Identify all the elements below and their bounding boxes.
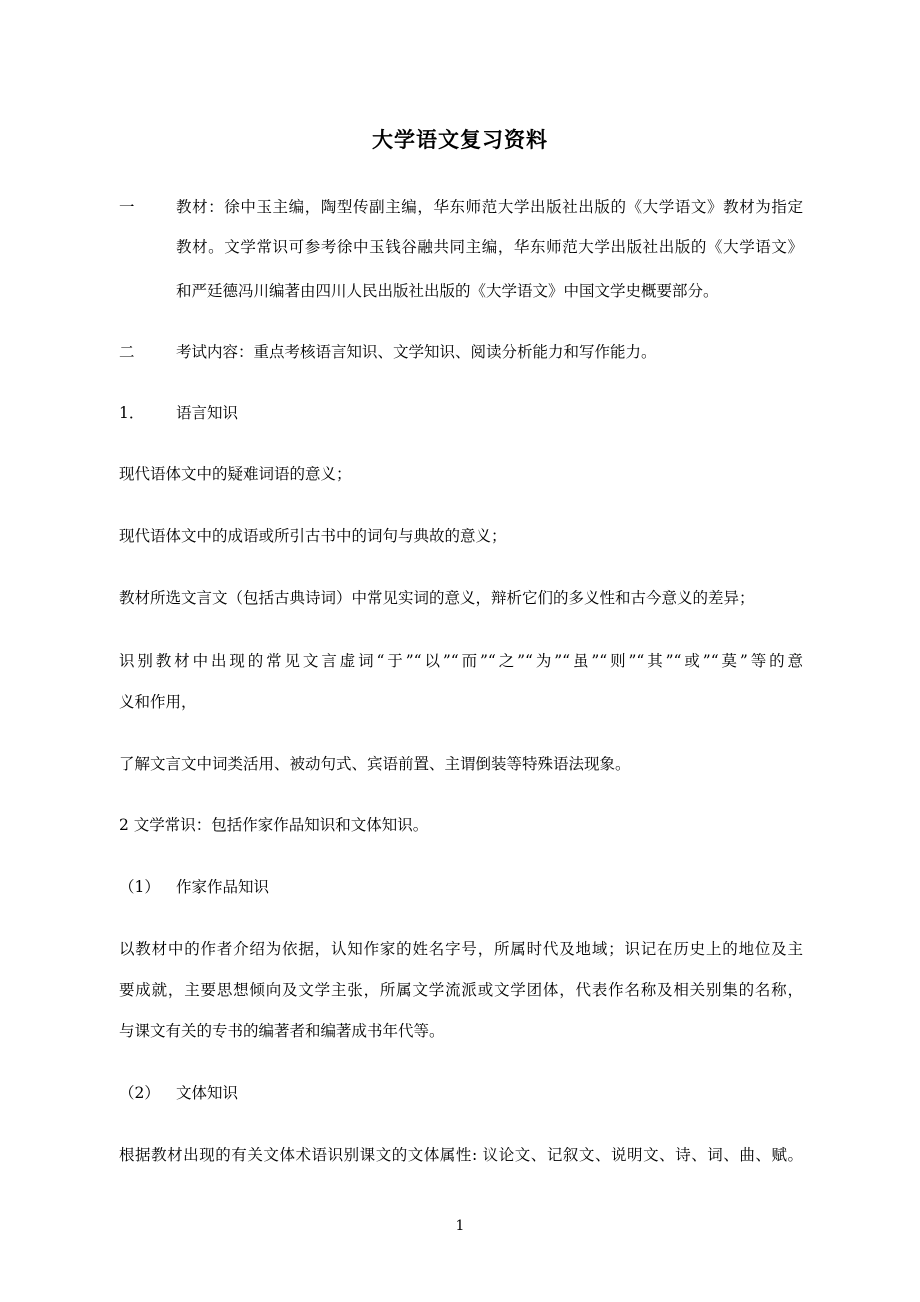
sub-1-line-3: 与课文有关的专书的编著者和编著成书年代等。 (119, 1022, 445, 1040)
sub-1-line-2: 要成就，主要思想倾向及文学主张，所属文学流派或文学团体，代表作名称及相关别集的名称， (119, 981, 803, 999)
lang-point-1: 现代语体文中的疑难词语的意义； (119, 465, 352, 483)
item-1-number: 1． (119, 404, 145, 422)
lang-point-4-line-1: 识别教材中出现的常见文言虚词“于”“以”“而”“之”“为”“虽”“则”“其”“或”“莫”等的意 (119, 652, 803, 670)
sub-2-heading: 文体知识 (176, 1084, 239, 1102)
item-1-heading: 语言知识 (176, 404, 239, 422)
section-1-number: 一 (119, 198, 135, 216)
lang-point-2: 现代语体文中的成语或所引古书中的词句与典故的意义； (119, 527, 507, 545)
lang-point-3: 教材所选文言文（包括古典诗词）中常见实词的意义，辩析它们的多义性和古今意义的差异； (119, 589, 755, 607)
page-title: 大学语文复习资料 (372, 127, 548, 152)
sub-2-number: （2） (119, 1084, 160, 1102)
section-1-line-1: 教材：徐中玉主编，陶型传副主编，华东师范大学出版社出版的《大学语文》教材为指定 (176, 198, 803, 216)
page-number: 1 (455, 1218, 465, 1234)
sub-1-line-1: 以教材中的作者介绍为依据，认知作家的姓名字号，所属时代及地域；识记在历史上的地位及主 (119, 940, 803, 958)
item-2-heading: 2 文学常识：包括作家作品知识和文体知识。 (119, 816, 429, 834)
sub-2-line: 根据教材出现的有关文体术语识别课文的文体属性: 议论文、记叙文、说明文、诗、词、曲、赋。 (119, 1146, 803, 1164)
sub-1-number: （1） (119, 878, 160, 896)
lang-point-4-line-2: 义和作用， (119, 693, 197, 711)
section-1-line-3: 和严廷德冯川编著由四川人民出版社出版的《大学语文》中国文学史概要部分。 (176, 282, 719, 300)
section-2-text: 考试内容：重点考核语言知识、文学知识、阅读分析能力和写作能力。 (176, 343, 657, 361)
section-2-number: 二 (119, 343, 135, 361)
lang-point-5: 了解文言文中词类活用、被动句式、宾语前置、主谓倒装等特殊语法现象。 (119, 755, 631, 773)
sub-1-heading: 作家作品知识 (176, 878, 270, 896)
section-1-line-2: 教材。文学常识可参考徐中玉钱谷融共同主编，华东师范大学出版社出版的《大学语文》 (176, 238, 803, 256)
